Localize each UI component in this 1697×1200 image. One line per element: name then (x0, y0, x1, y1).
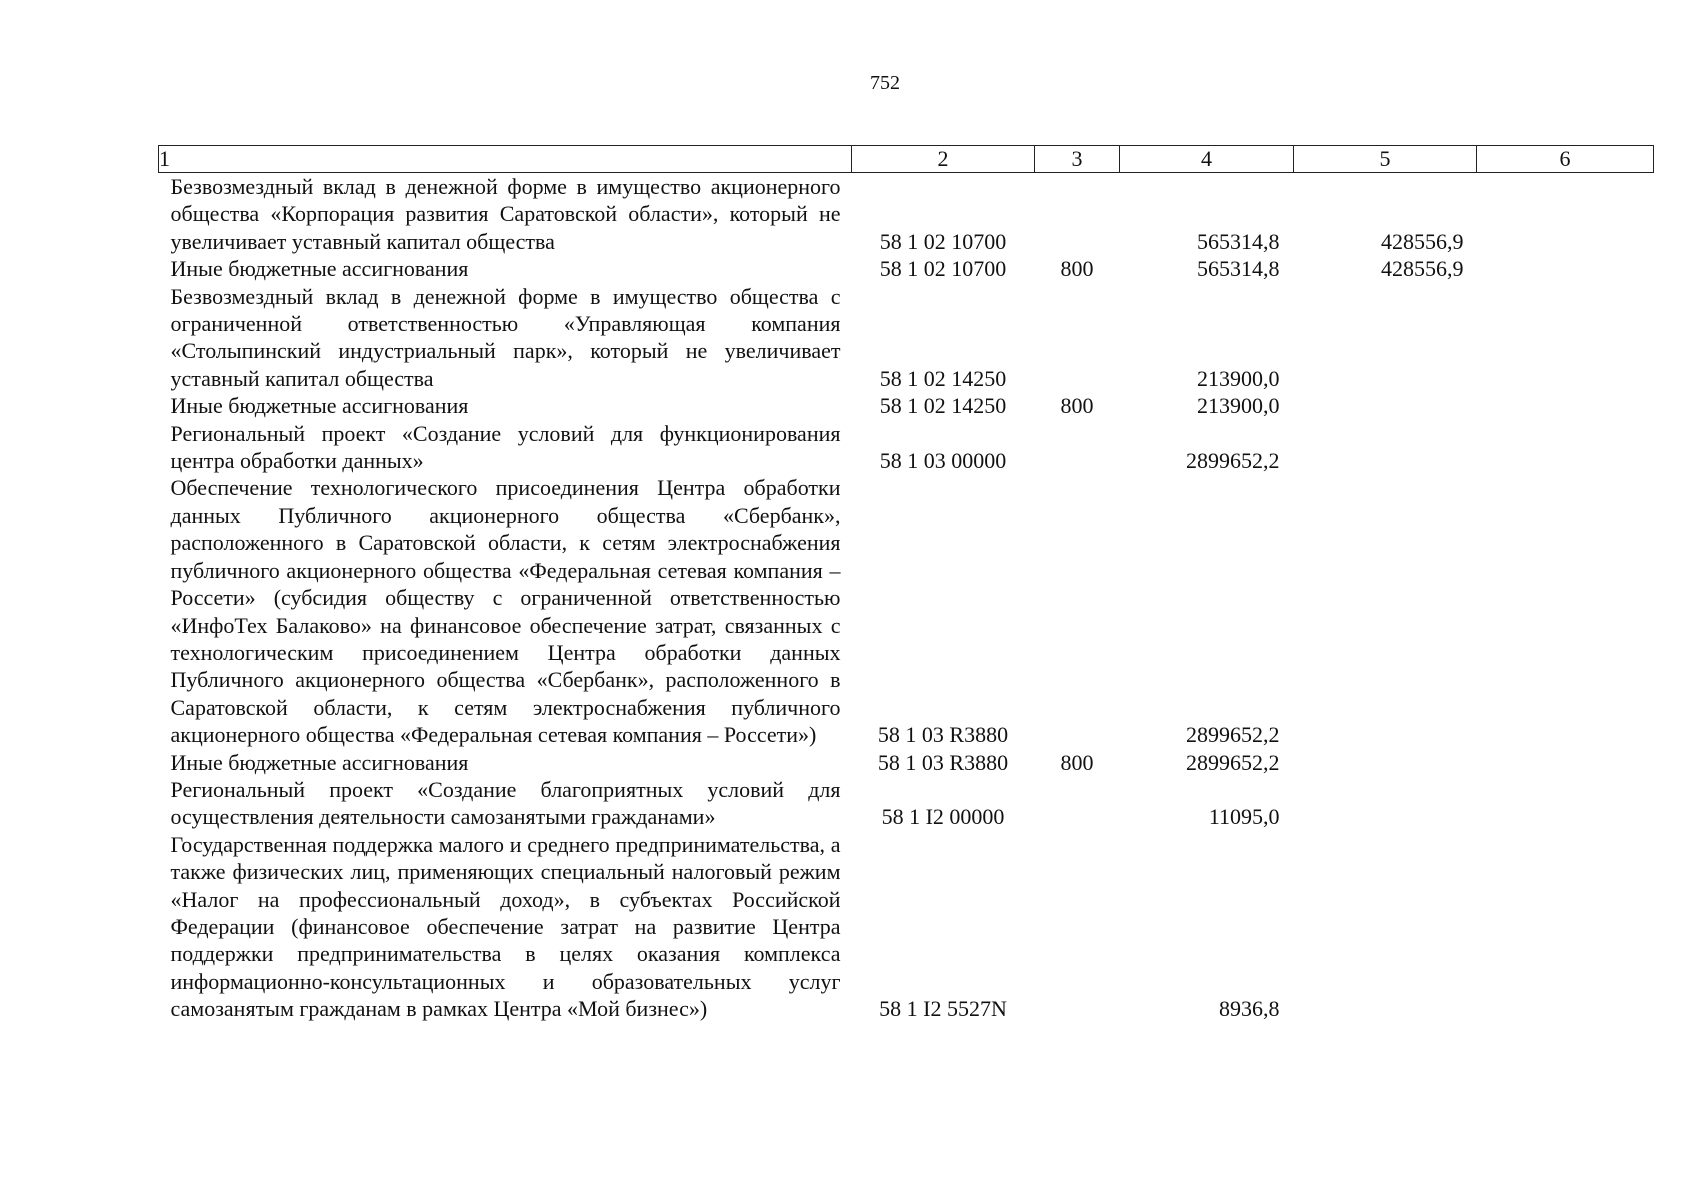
row-sum2-cell (1294, 392, 1477, 419)
row-sum1-cell: 213900,0 (1197, 365, 1280, 391)
row-sum1-cell: 2899652,2 (1186, 448, 1280, 474)
row-code-cell: 58 1 I2 00000 (881, 804, 1005, 830)
row-name-cell: Государственная поддержка малого и среднего предпринимательства, а также физических лиц, применяющих специальный налоговый режим «Налог на профессиональный доход», в субъектах Российской Федерации (финансовое обеспечение затрат на развитие Центра поддержки предпринимательства в целях оказания комплекса информационно-консультационных и образовательных услуг самозанятым гражданам в рамках Центра «Мой бизнес») (170, 831, 841, 1022)
table-row (159, 173, 1654, 256)
row-sum3-cell (1477, 749, 1654, 776)
row-sum1-cell: 565314,8 (1197, 228, 1280, 254)
row-code-cell: 58 1 03 00000 (879, 448, 1007, 474)
row-name-cell: Региональный проект «Создание условий для функционирования центра обработки данных» (170, 420, 841, 474)
row-sum2-cell: 428556,9 (1381, 256, 1464, 282)
table-row (159, 831, 1654, 1023)
row-code-cell: 58 1 03 R3880 (877, 722, 1009, 748)
row-type-cell: 800 (1060, 256, 1094, 282)
table-header-row (159, 146, 1654, 173)
row-type-cell: 800 (1060, 749, 1094, 775)
row-sum1-cell: 11095,0 (1208, 804, 1280, 830)
page-number: 752 (870, 72, 900, 94)
row-sum2-cell (1294, 831, 1477, 1023)
row-sum3-cell (1477, 392, 1654, 419)
header-cell-1: 1 (159, 146, 852, 173)
header-cell-6: 6 (1477, 146, 1654, 173)
row-sum1-cell: 2899652,2 (1186, 722, 1280, 748)
row-type-cell (1035, 474, 1120, 748)
row-sum2-cell (1294, 776, 1477, 831)
row-name-cell: Безвозмездный вклад в денежной форме в имущество акционерного общества «Корпорация развития Саратовской области», который не увеличивает уставный капитал общества (170, 174, 841, 254)
row-name-cell: Обеспечение технологического присоединения Центра обработки данных Публичного акционерного общества «Сбербанк», расположенного в Саратовской области, к сетям электроснабжения публичного акционерного общества «Федеральная сетевая компания – Россети» (субсидия обществу с ограниченной ответственностью «ИнфоТех Балаково» на финансовое обеспечение затрат, связанных с технологическим присоединением Центра обработки данных Публичного акционерного общества «Сбербанк», расположенного в Саратовской области, к сетям электроснабжения публичного акционерного общества «Федеральная сетевая компания – Россети») (170, 475, 841, 748)
row-sum3-cell (1477, 474, 1654, 748)
row-code-cell: 58 1 02 10700 (879, 256, 1007, 282)
header-cell-2: 2 (852, 146, 1035, 173)
header-cell-3: 3 (1035, 146, 1120, 173)
row-sum2-cell: 428556,9 (1381, 228, 1464, 254)
row-code-cell: 58 1 02 14250 (879, 393, 1007, 419)
row-type-cell (1035, 776, 1120, 831)
table-row (159, 776, 1654, 831)
row-type-cell: 800 (1060, 393, 1094, 419)
row-code-cell: 58 1 I2 5527N (879, 996, 1007, 1022)
row-sum3-cell (1477, 283, 1654, 393)
row-sum1-cell: 565314,8 (1197, 256, 1280, 282)
row-sum3-cell (1477, 420, 1654, 475)
budget-table (158, 145, 1654, 1023)
row-type-cell (1035, 420, 1120, 475)
row-sum1-cell: 8936,8 (1219, 996, 1280, 1022)
row-sum1-cell: 2899652,2 (1186, 749, 1280, 775)
row-name-cell: Иные бюджетные ассигнования (170, 256, 469, 282)
table-row (159, 749, 1654, 776)
table-row (159, 283, 1654, 393)
table-row (159, 420, 1654, 475)
row-type-cell (1035, 283, 1120, 393)
row-name-cell: Региональный проект «Создание благоприятных условий для осуществления деятельности самозанятыми гражданами» (170, 776, 841, 830)
row-sum2-cell (1294, 283, 1477, 393)
row-sum3-cell (1477, 831, 1654, 1023)
row-code-cell: 58 1 02 14250 (879, 365, 1007, 391)
row-sum3-cell (1477, 255, 1654, 282)
table-row (159, 255, 1654, 282)
row-sum2-cell (1294, 749, 1477, 776)
row-code-cell: 58 1 03 R3880 (877, 749, 1009, 775)
header-cell-4: 4 (1120, 146, 1294, 173)
row-type-cell (1035, 173, 1120, 256)
row-sum3-cell (1477, 776, 1654, 831)
header-cell-5: 5 (1294, 146, 1477, 173)
row-sum2-cell (1294, 474, 1477, 748)
row-sum3-cell (1477, 173, 1654, 256)
row-type-cell (1035, 831, 1120, 1023)
table-row (159, 392, 1654, 419)
row-sum2-cell (1294, 420, 1477, 475)
table-row (159, 474, 1654, 748)
row-sum1-cell: 213900,0 (1197, 393, 1280, 419)
row-name-cell: Иные бюджетные ассигнования (170, 749, 469, 775)
row-name-cell: Безвозмездный вклад в денежной форме в имущество общества с ограниченной ответственностью «Управляющая компания «Столыпинский индустриальный парк», который не увеличивает уставный капитал общества (170, 283, 841, 391)
row-name-cell: Иные бюджетные ассигнования (170, 393, 469, 419)
row-code-cell: 58 1 02 10700 (879, 228, 1007, 254)
